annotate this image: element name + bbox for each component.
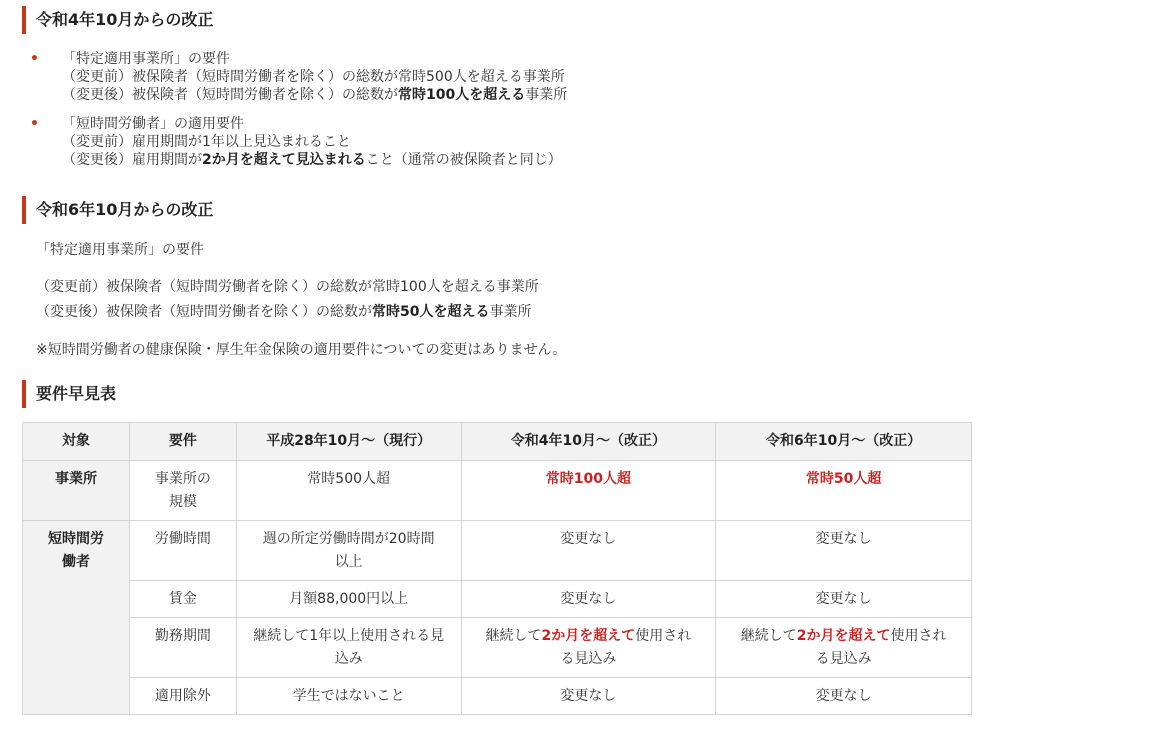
table-row — [23, 521, 972, 581]
item-title: 「特定適用事業所」の要件 — [62, 51, 230, 67]
bullet-icon: • — [30, 116, 39, 132]
requirement-cell: 適用除外 — [129, 678, 236, 715]
table-row — [23, 581, 972, 618]
table-row — [23, 678, 972, 715]
r4-cell: 常時100人超 — [461, 461, 716, 521]
r6-cell: 継続して2か月を超えて使用される見込み — [716, 618, 972, 678]
before-text: （変更前）被保険者（短時間労働者を除く）の総数が常時500人を超える事業所 — [62, 69, 565, 85]
header-cell: 令和4年10月～（改正） — [461, 423, 716, 461]
requirement-cell: 勤務期間 — [129, 618, 236, 678]
after-text: （変更後）被保険者（短時間労働者を除く）の総数が常時50人を超える事業所 — [36, 304, 532, 320]
note-text: ※短時間労働者の健康保険・厚生年金保険の適用要件についての変更はありません。 — [36, 342, 567, 358]
r6-cell: 変更なし — [716, 581, 972, 618]
current-cell: 常時500人超 — [236, 461, 461, 521]
current-cell: 週の所定労働時間が20時間以上 — [236, 521, 461, 581]
current-cell: 学生ではないこと — [236, 678, 461, 715]
category-cell: 短時間労働者 — [23, 521, 130, 715]
section-heading-r6: 令和6年10月からの改正 — [22, 196, 213, 224]
bullet-icon: • — [30, 51, 39, 67]
subtitle-text: 「特定適用事業所」の要件 — [36, 242, 204, 258]
r4-cell: 変更なし — [461, 521, 716, 581]
requirement-cell: 労働時間 — [129, 521, 236, 581]
r4-cell: 継続して2か月を超えて使用される見込み — [461, 618, 716, 678]
header-cell: 平成28年10月～（現行） — [236, 423, 461, 461]
requirement-cell: 賃金 — [129, 581, 236, 618]
table-header-row — [23, 423, 972, 461]
table-row — [23, 618, 972, 678]
table-row — [23, 461, 972, 521]
before-text: （変更前）雇用期間が1年以上見込まれること — [62, 134, 351, 150]
current-cell: 継続して1年以上使用される見込み — [236, 618, 461, 678]
item-title: 「短時間労働者」の適用要件 — [62, 116, 244, 132]
requirement-cell: 事業所の規模 — [129, 461, 236, 521]
before-text: （変更前）被保険者（短時間労働者を除く）の総数が常時100人を超える事業所 — [36, 279, 539, 295]
r6-cell: 変更なし — [716, 521, 972, 581]
list-item-office-requirement — [30, 50, 568, 104]
after-text: （変更後）雇用期間が2か月を超えて見込まれること（通常の被保険者と同じ） — [62, 152, 562, 168]
header-cell: 要件 — [129, 423, 236, 461]
category-cell: 事業所 — [23, 461, 130, 521]
current-cell: 月額88,000円以上 — [236, 581, 461, 618]
r4-cell: 変更なし — [461, 581, 716, 618]
r4-cell: 変更なし — [461, 678, 716, 715]
r6-cell: 常時50人超 — [716, 461, 972, 521]
r6-cell: 変更なし — [716, 678, 972, 715]
after-text: （変更後）被保険者（短時間労働者を除く）の総数が常時100人を超える事業所 — [62, 87, 568, 103]
header-cell: 令和6年10月～（改正） — [716, 423, 972, 461]
list-item-parttime-requirement — [30, 115, 562, 169]
header-cell: 対象 — [23, 423, 130, 461]
requirements-table — [22, 422, 972, 715]
section-heading-r4: 令和4年10月からの改正 — [22, 6, 213, 34]
section-heading-table: 要件早見表 — [22, 380, 116, 408]
